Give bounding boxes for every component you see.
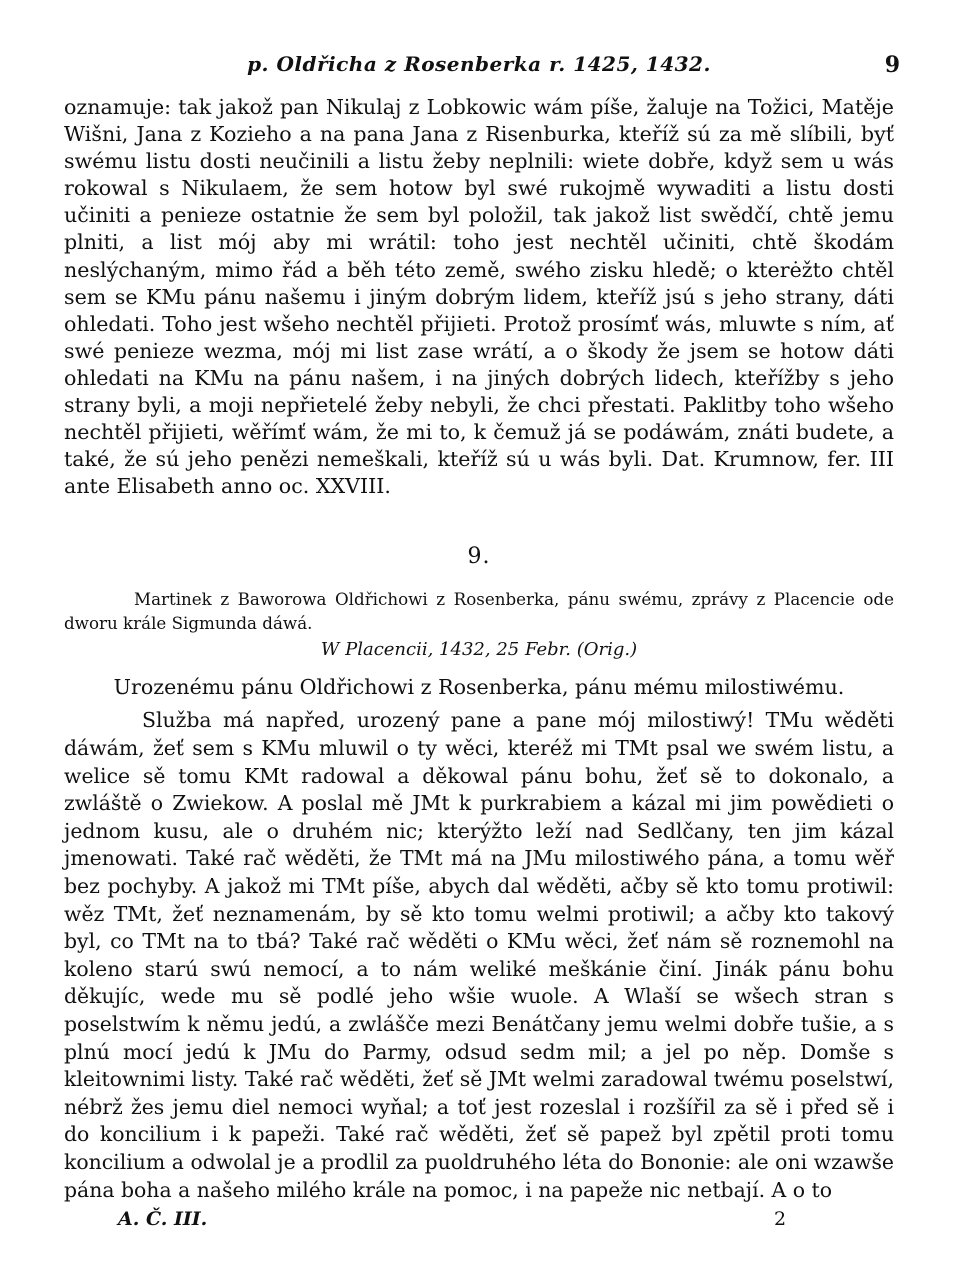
page-number: 9	[884, 52, 900, 78]
signature-mark: A. Č. III.	[118, 1208, 208, 1231]
document-body: Služba má napřed, urozený pane a pane mój milostiwý! TMu wěděti dáwám, žeť sem s KMu mluwil o ty wěci, kteréž mi TMt psal we swém listu, a welice sě tomu KMt radowal a děkowal pánu bohu, žeť sě to dokonalo, a zwláště o Zwiekow. A poslal mě JMt k purkrabiem a kázal mi jim powědieti o jednom kusu, ale o druhém nic; kterýžto leží nad Sedlčany, ten jim kázal jmenowati. Také rač wěděti, že TMt má na JMu milostiwého pána, a tomu wěř bez pochyby. A jakož mi TMt píše, abych dal wěděti, ačby sě kto tomu protiwil: wěz TMt, žeť neznamenám, by sě kto tomu welmi protiwil; a ačby kto takový byl, co TMt na to tbá? Také rač wěděti o KMu wěci, žeť nám sě roznemohl na koleno starú swú nemocí, a to nám weliké meškánie činí. Jinák pánu bohu děkujíc, wede mu sě podlé jeho wšie wuole. A Wlaší se wšech stran s poselstwím k němu jedú, a zwlášče mezi Benátčany jemu welmi dobře tušie, a s plnú mocí jedú k JMu do Parmy, odsud sedm mil; a jel po něp. Domše s kleitownimi listy. Také rač wěděti, žeť sě JMt welmi zaradowal twému poselstwí, nébrž žes jemu diel nemoci wyňal; a toť jest rozeslal i rozšířil za sě i před sě i do koncilium i k papeži. Také rač wěděti, žeť sě papež byl zpětil proti tomu koncilium a odwolal je a prodlil za puoldruhého léta do Bononie: ale oni wzawše pána boha a našeho milého krále na pomoc, i na papeže nic netbají. A o to	[64, 708, 894, 1202]
previous-letter-text: oznamuje: tak jakož pan Nikulaj z Lobkowic wám píše, žaluje na Tožici, Matěje Wišni, Jana z Kozieho a na pana Jana z Risenburka, kteříž sú za mě slíbili, byť swému listu dosti neučinili a listu žeby neplnili: wiete dobře, když sem u wás rokowal s Nikulaem, že sem hotow byl swé rukojmě wywaditi a listu dosti učiniti a penieze ostatnie že sem byl položil, tak jakož list swědčí, chtě jemu plniti, a list mój aby mi wrátil: toho jest nechtěl učiniti, chtě škodám neslýchaným, mimo řád a běh této země, swého zisku hledě; o kterėžto chtěl sem se KMu pánu našemu i jiným dobrým lidem, kteříž jsú s jeho strany, dáti ohledati. Toho jest wšeho nechtěl přijieti. Protož prosímť wás, mluwte s ním, ať swé penieze wezma, mój mi list zase wrátí, a o škody že jsem se hotow dáti ohledati na KMu na pánu našem, i na jiných dobrých lidech, kteřížby s jeho strany byli, a moji nepřietelé žeby nebyli, že chci přestati. Paklitby toho wšeho nechtěl přijieti, wěřímť wám, že mi to, k čemuž já se podáwám, znáti budete, a také, že sú jeho penězi nemeškali, kteříž sú u wás byli. Dat. Krumnow, fer. III ante Elisabeth anno oc. XXVIII.	[64, 95, 894, 499]
sheet-number: 2	[774, 1208, 787, 1231]
page-footer	[64, 1208, 894, 1234]
document-address: Urozenému pánu Oldřichowi z Rosenberka, pánu mému milostiwému.	[113, 675, 845, 700]
document-number: 9.	[467, 544, 491, 570]
document-regest: Martinek z Baworowa Oldřichowi z Rosenberka, pánu swému, zprávy z Placencie ode dworu krále Sigmunda dáwá.	[64, 589, 894, 634]
book-page	[64, 52, 900, 1234]
running-head	[64, 52, 900, 92]
running-head-title: p. Oldřicha z Rosenberka r. 1425, 1432.	[247, 52, 711, 76]
document-dateline: W Placencii, 1432, 25 Febr. (Orig.)	[320, 639, 638, 661]
